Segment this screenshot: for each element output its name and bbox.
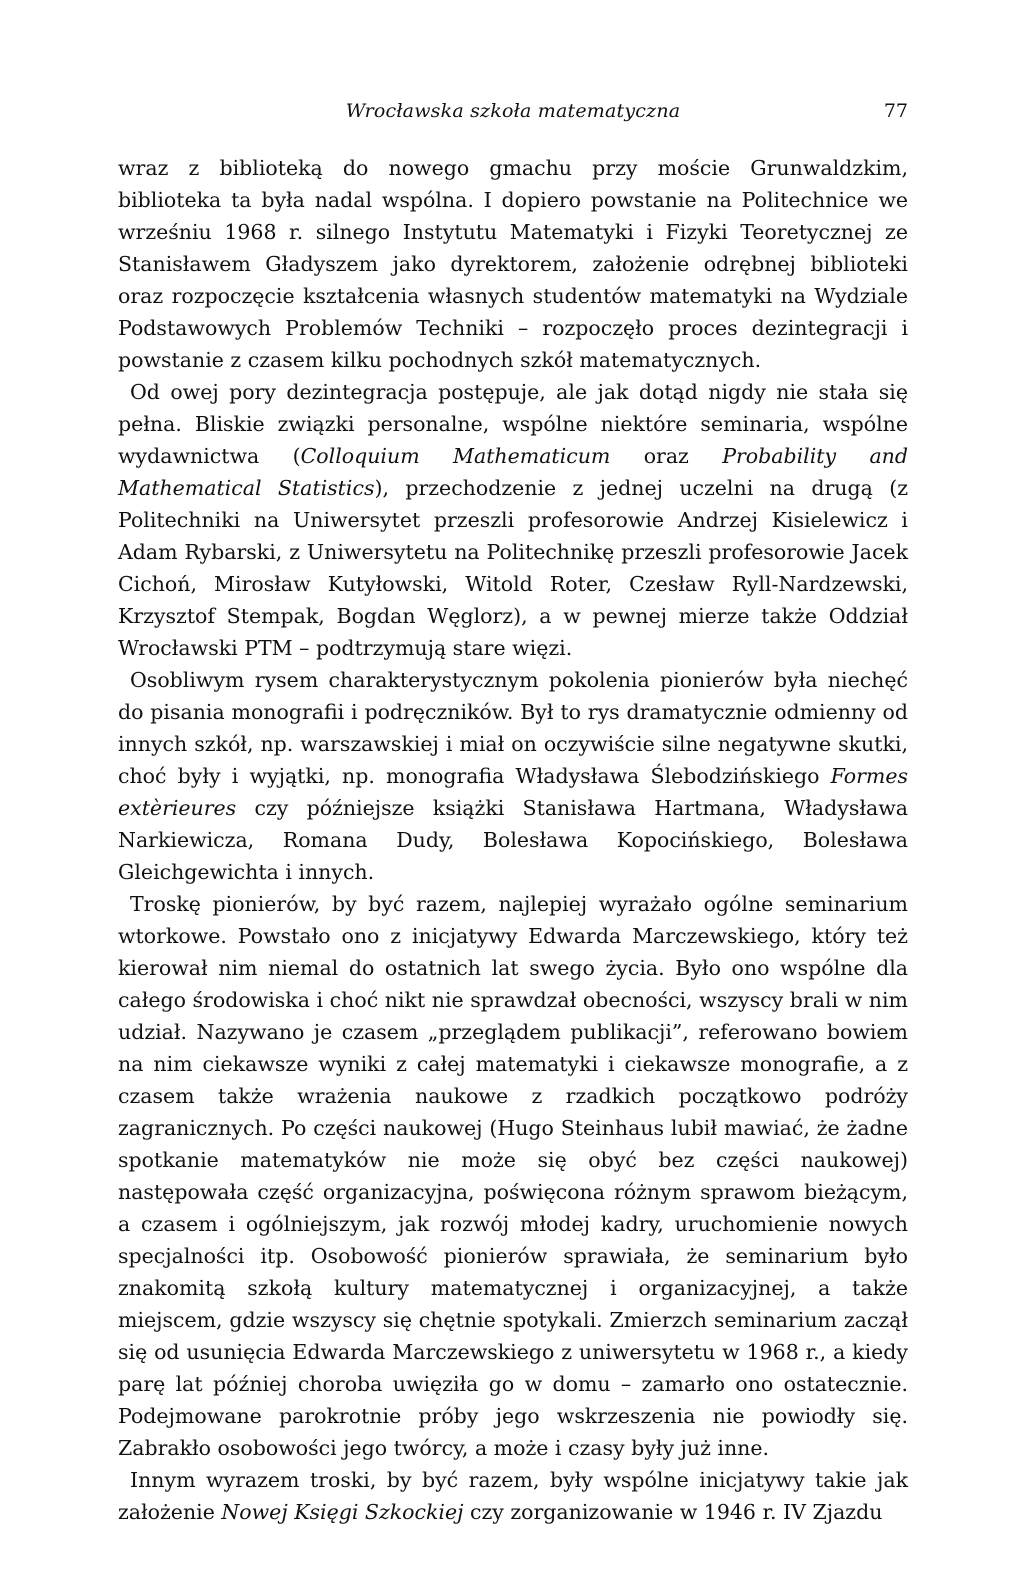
paragraph-seminarium xyxy=(118,888,908,1464)
paragraph-monografie xyxy=(118,664,908,888)
text-run: Innym wyrazem troski, by być razem, były wspólne inicjatywy takie jak założenie xyxy=(118,1468,908,1524)
text-run: czy późniejsze książki Stanisława Hartmana, Władysława Narkiewicza, Romana Dudy, Bolesława Kopocińskiego, Bolesława Gleichgewichta i innych. xyxy=(118,796,908,884)
text-run: Osobliwym rysem charakterystycznym pokolenia pionierów była niechęć do pisania monografii i podręczników. Był to rys dramatycznie odmienny od innych szkół, np. warszawskiej i miał on oczywiście silne negatywne skutki, choć były i wyjątki, np. monografia Władysława Ślebodzińskiego xyxy=(118,668,908,788)
running-head xyxy=(118,100,908,128)
text-run: Troskę pionierów, by być razem, najlepiej wyrażało ogólne seminarium wtorkowe. Powstało ono z inicjatywy Edwarda Marczewskiego, który też kierował nim niemal do ostatnich lat swego życia. Było ono wspólne dla całego środowiska i choć nikt nie sprawdzał obecności, wszyscy brali w nim udział. Nazywano je czasem „przeglądem publikacji”, referowano bowiem na nim ciekawsze wyniki z całej matematyki i ciekawsze monografie, a z czasem także wrażenia naukowe z rzadkich początkowo podróży zagranicznych. Po części naukowej (Hugo Steinhaus lubił mawiać, że żadne spotkanie matematyków nie może się obyć bez części naukowej) następowała część organizacyjna, poświęcona różnym sprawom bieżącym, a czasem i ogólniejszym, jak rozwój młodej kadry, uruchomienie nowych specjalności itp. Osobowość pionierów sprawiała, że seminarium było znakomitą szkołą kultury matematycznej i organizacyjnej, a także miejscem, gdzie wszyscy się chętnie spotykali. Zmierzch seminarium zaczął się od usunięcia Edwarda Marczewskiego z uniwersytetu w 1968 r., a kiedy parę lat później choroba uwięziła go w domu – zamarło ono ostatecznie. Podejmowane parokrotnie próby jego wskrzeszenia nie powiodły się. Zabrakło osobowości jego twórcy, a może i czasy były już inne. xyxy=(118,892,908,1460)
running-title: Wrocławska szkoła matematyczna xyxy=(345,100,681,122)
text-run: ), przechodzenie z jednej uczelni na drugą (z Politechniki na Uniwersytet przeszli profesorowie Andrzej Kisielewicz i Adam Rybarski, z Uniwersytetu na Politechnikę przeszli profesorowie Jacek Cichoń, Mirosław Kutyłowski, Witold Roter, Czesław Ryll-Nardzewski, Krzysztof Stempak, Bogdan Węglorz), a w pewnej mierze także Oddział Wrocławski PTM – podtrzymują stare więzi. xyxy=(118,476,908,660)
body-text xyxy=(118,152,908,1528)
text-run: oraz xyxy=(610,444,723,468)
paragraph-dezintegracja xyxy=(118,376,908,664)
text-run: Od owej pory dezintegracja postępuje, ale jak dotąd nigdy nie stała się pełna. Bliskie związki personalne, wspólne niektóre seminaria, wspólne wydawnictwa ( xyxy=(118,380,908,468)
text-run: czy zorganizowanie w 1946 r. IV Zjazdu xyxy=(463,1500,883,1524)
book-title-ksiega: Nowej Księgi Szkockiej xyxy=(221,1500,464,1524)
journal-title-probability: Probability and Mathematical Statistics xyxy=(118,444,908,500)
paragraph-continuation xyxy=(118,152,908,376)
text-run: wraz z biblioteką do nowego gmachu przy moście Grunwaldzkim, biblioteka ta była nadal wspólna. I dopiero powstanie na Politechnice we wrześniu 1968 r. silnego Instytutu Matematyki i Fizyki Teoretycznej ze Stanisławem Gładyszem jako dyrektorem, założenie odrębnej biblioteki oraz rozpoczęcie kształcenia własnych studentów matematyki na Wydziale Podstawowych Problemów Techniki – rozpoczęło proces dezintegracji i powstanie z czasem kilku pochodnych szkół matematycznych. xyxy=(118,156,908,372)
book-title-formes: Formes extèrieures xyxy=(118,764,908,820)
journal-title-colloquium: Colloquium Mathematicum xyxy=(300,444,611,468)
page-number: 77 xyxy=(883,100,908,122)
paragraph-inicjatywy xyxy=(118,1464,908,1528)
